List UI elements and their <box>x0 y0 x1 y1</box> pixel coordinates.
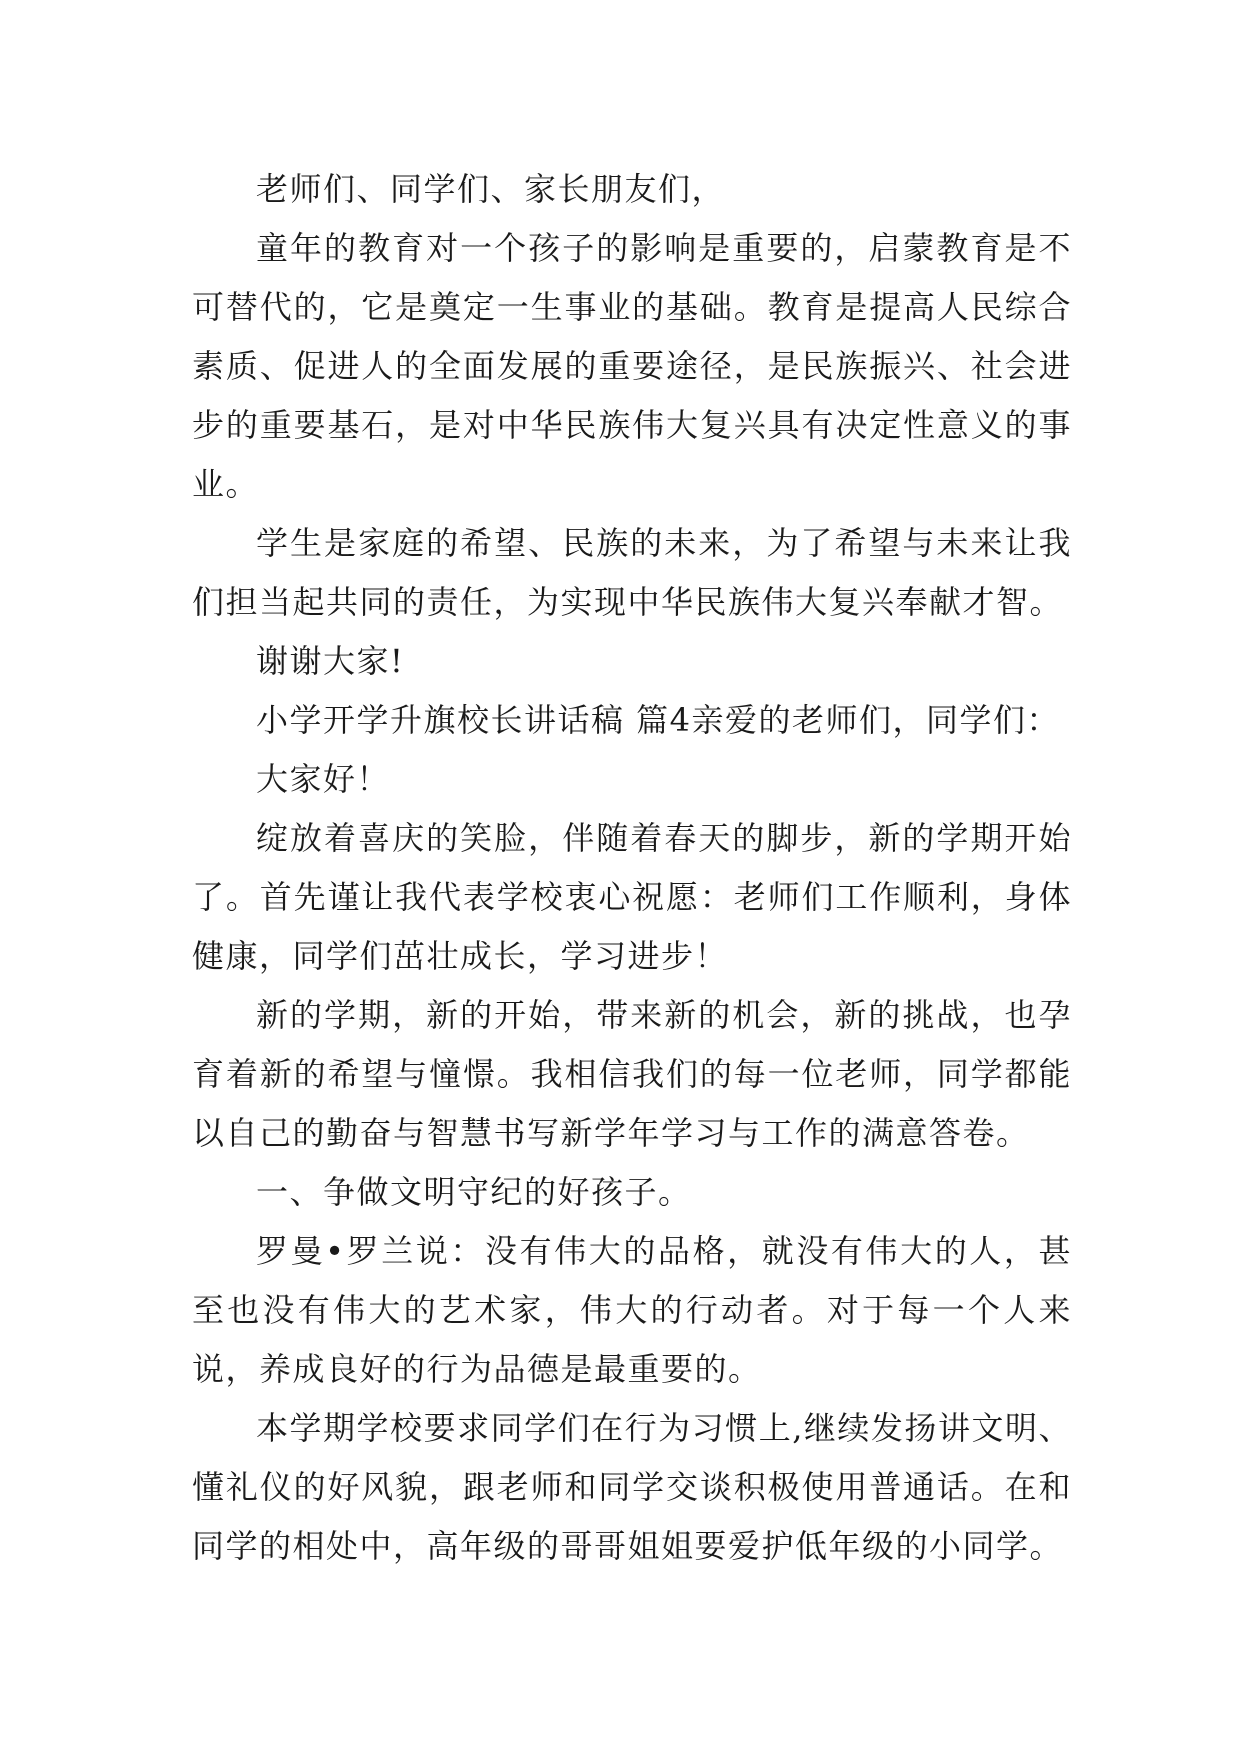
paragraph-salutation: 老师们、同学们、家长朋友们， <box>256 170 726 208</box>
paragraph-new-opportunities: 新的学期，新的开始，带来新的机会，新的挑战，也孕育着新的希望与憧憬。我相信我们的每一位老师，同学都能以自己的勤奋与智慧书写新学年学习与工作的满意答卷。 <box>192 996 1072 1152</box>
paragraph-new-semester: 绽放着喜庆的笑脸，伴随着春天的脚步，新的学期开始了。首先谨让我代表学校衷心祝愿：老师们工作顺利，身体健康，同学们茁壮成长，学习进步！ <box>192 819 1072 975</box>
paragraph-romain-rolland-quote: 罗曼•罗兰说：没有伟大的品格，就没有伟大的人，甚至也没有伟大的艺术家，伟大的行动者。对于每一个人来说，养成良好的行为品德是最重要的。 <box>192 1232 1072 1388</box>
paragraph-section-heading: 小学开学升旗校长讲话稿 篇4亲爱的老师们，同学们： <box>256 701 1061 739</box>
paragraph-education-importance: 童年的教育对一个孩子的影响是重要的，启蒙教育是不可替代的，它是奠定一生事业的基础。教育是提高人民综合素质、促进人的全面发展的重要途径，是民族振兴、社会进步的重要基石，是对中华民族伟大复兴具有决定性意义的事业。 <box>192 229 1072 503</box>
paragraph-students-hope: 学生是家庭的希望、民族的未来，为了希望与未来让我们担当起共同的责任，为实现中华民族伟大复兴奉献才智。 <box>192 524 1072 621</box>
paragraph-thanks: 谢谢大家! <box>256 642 405 680</box>
paragraph-greeting: 大家好！ <box>256 760 391 798</box>
document-body <box>192 160 1072 1576</box>
paragraph-behavior-requirements: 本学期学校要求同学们在行为习惯上,继续发扬讲文明、懂礼仪的好风貌，跟老师和同学交谈积极使用普通话。在和同学的相处中，高年级的哥哥姐姐要爱护低年级的小同学。 <box>192 1409 1072 1565</box>
paragraph-point-one: 一、争做文明守纪的好孩子。 <box>256 1173 692 1211</box>
